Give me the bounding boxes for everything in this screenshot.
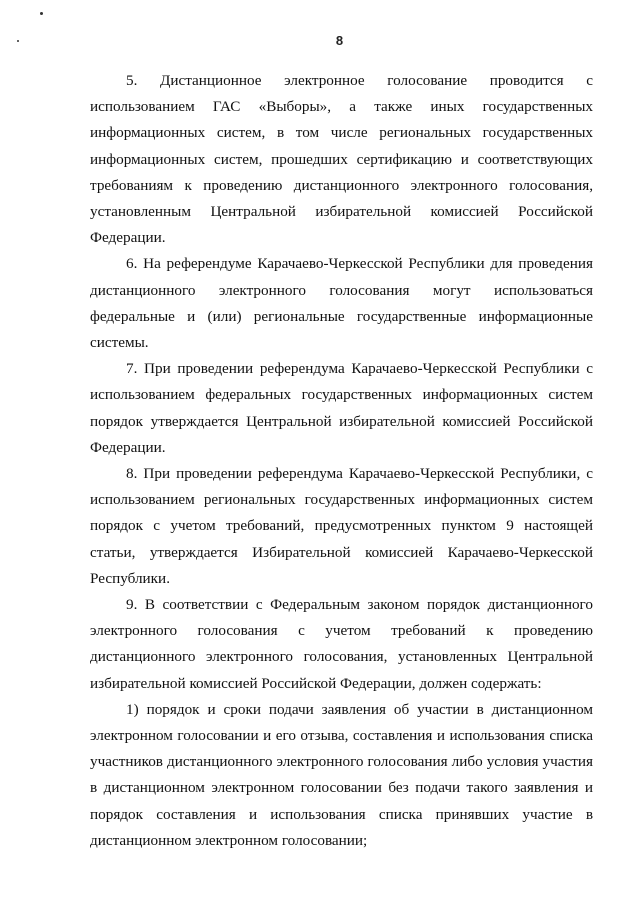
paragraph-7: 7. При проведении референдума Карачаево-Черкесской Республики с использованием федеральных государственных информационных систем порядок утверждается Центральной избирательной комиссией Российской Федерации. bbox=[90, 360, 593, 456]
scan-speck bbox=[40, 12, 43, 15]
document-body bbox=[90, 68, 593, 854]
paragraph-5: 5. Дистанционное электронное голосование проводится с использованием ГАС «Выборы», а также иных государственных информационных систем, в том числе региональных государственных информационных систем, прошедших сертификацию и соответствующих требованиям к проведению дистанционного электронного голосования, установленным Центральной избирательной комиссией Российской Федерации. bbox=[90, 72, 593, 247]
paragraph-8: 8. При проведении референдума Карачаево-Черкесской Республики, с использованием региональных государственных информационных систем порядок с учетом требований, предусмотренных пунктом 9 настоящей статьи, утверждается Избирательной комиссией Карачаево-Черкесской Республики. bbox=[90, 465, 593, 587]
subparagraph-1: 1) порядок и сроки подачи заявления об участии в дистанционном электронном голосовании и его отзыва, составления и использования списка участников дистанционного электронного голосования либо условия участия в дистанционном электронном голосовании без подачи такого заявления и порядок составления и использования списка принявших участие в дистанционном электронном голосовании; bbox=[90, 700, 593, 849]
page-number: 8 bbox=[335, 33, 344, 48]
paragraph-6: 6. На референдуме Карачаево-Черкесской Республики для проведения дистанционного электронного голосования могут использоваться федеральные и (или) региональные государственные информационные системы. bbox=[90, 255, 593, 352]
paragraph-9: 9. В соответствии с Федеральным законом порядок дистанционного электронного голосования с учетом требований к проведению дистанционного электронного голосования, установленных Центральной избирательной комиссией Российской Федерации, должен содержать: bbox=[90, 596, 593, 692]
